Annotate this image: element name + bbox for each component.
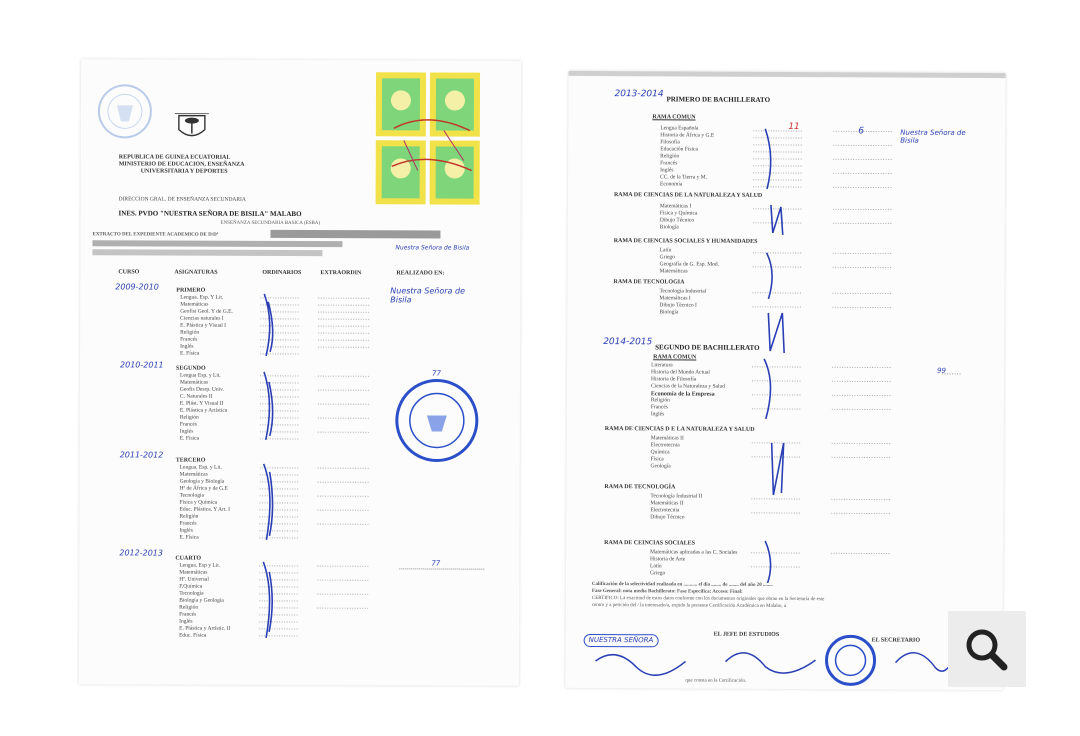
- subject: Educación Física: [660, 146, 698, 153]
- subject: Francés: [179, 520, 197, 527]
- subject: Ciencias de la Naturaleza y Salud: [650, 383, 726, 390]
- level-cuarto: CUARTO: [175, 555, 202, 562]
- school-name: INES. PVDO "NUESTRA SEÑORA DE BISILA" MALABO: [118, 209, 302, 219]
- final-grade-right: 99: [937, 366, 946, 375]
- rama-comun: RAMA COMUN: [652, 114, 696, 121]
- revenue-stamps: [374, 70, 482, 206]
- final-grade-hw: 77: [431, 369, 441, 378]
- certificate-page-left: [79, 59, 521, 686]
- sig-jefe-estudios: EL JEFE DE ESTUDIOS: [713, 631, 780, 638]
- header-line2: MINISTERIO DE EDUCACION, ENSEÑANZA: [118, 161, 245, 168]
- subject: Educ. Plástica. Y Art. I: [179, 506, 230, 513]
- subject: Dibujo Técnico: [659, 217, 695, 224]
- certificate-page-right: [565, 71, 1005, 690]
- coat-of-arms-icon: [173, 110, 211, 144]
- grade-columns: [259, 292, 420, 653]
- subject: Matemáticas II: [650, 435, 684, 442]
- subject: E. Plástica y Artística: [179, 407, 228, 414]
- rama-naturaleza-2: RAMA DE CIENCIAS D E LA NATURALEZA Y SALUD: [604, 426, 755, 433]
- grade-columns-right: [751, 123, 963, 584]
- realizado-handwritten-right: Nuestra Señora de Bisila: [900, 128, 966, 145]
- col-curso: CURSO: [118, 269, 140, 276]
- rama-sociales: RAMA DE CIENCIAS SOCIALES Y HUMANIDADES: [613, 238, 758, 245]
- subject: Religión: [180, 329, 200, 336]
- subject: Religión: [179, 604, 199, 611]
- subject: Geografía de G. Esp. Mod.: [659, 261, 720, 268]
- subject: Geología: [650, 463, 671, 470]
- subject: Latín: [659, 247, 672, 254]
- official-round-stamp: [392, 375, 482, 465]
- footer-line3: CERTIFICO: La exactitud de estos datos conforme con los documentos originales que obran en la Secretaría de este: [591, 595, 825, 603]
- subject: E. Física: [179, 534, 199, 541]
- subject: Física y Química: [659, 210, 698, 217]
- footer-line2: Fase General: nota media Bachillerato: Fase Específica: Acceso: Final:: [591, 588, 743, 595]
- subject: Literatura: [651, 362, 673, 369]
- subject: Matemáticas: [659, 268, 688, 275]
- subject: E. Física: [180, 350, 200, 357]
- subject: Griego: [649, 570, 666, 577]
- magnifier-icon: [948, 611, 1026, 687]
- footer-line4: centro y a petición del / la interesado/a, expido la presente Certificación Académica en Malabo, a: [591, 602, 787, 610]
- subject: Dibujo Técnico I: [659, 302, 697, 309]
- subject: Matemáticas: [180, 301, 209, 308]
- subject: Electrotecnia: [650, 507, 680, 514]
- sig-secretario: EL SECRETARIO: [871, 637, 921, 644]
- subject: Biología y Geología: [179, 597, 224, 604]
- subject: Geofis Desrp. Univ.: [179, 386, 224, 393]
- subject: Biología: [659, 224, 679, 231]
- subject: Lengua Española: [660, 125, 699, 132]
- subject: Religión: [179, 414, 199, 421]
- zoom-button[interactable]: [948, 611, 1026, 687]
- subject: CC. de la Tierra y M.: [660, 174, 707, 181]
- second-bach-title: SEGUNDO DE BACHILLERATO: [655, 343, 760, 352]
- header-line1: REPUBLICA DE GUINEA ECUATORIAL: [118, 154, 231, 161]
- realizado-handwritten: Nuestra Señora de Bisila: [390, 286, 466, 305]
- col-asignaturas: ASIGNATURAS: [174, 269, 218, 276]
- subject: Historia del Mundo Actual: [651, 369, 710, 376]
- first-bach-title: PRIMERO DE BACHILLERATO: [666, 95, 771, 104]
- subject: Economía de la Empresa: [650, 391, 715, 398]
- subject: Educ. Física: [179, 632, 207, 639]
- subject: Matemáticas: [179, 471, 208, 478]
- subject: Tecnología Industrial: [659, 288, 707, 295]
- year-2011: 2011-2012: [119, 450, 164, 460]
- subject: Francés: [179, 421, 197, 428]
- footer-line1: Calificación de la selectividad realizada en ........... el día ........ de ........ del año 20 ........: [591, 581, 773, 588]
- subject: Dibujo Técnico: [650, 514, 685, 521]
- subject: E. Plást. Y Visual II: [179, 400, 224, 407]
- subject: Hª. Universal: [179, 576, 209, 583]
- direccion-line: DIRECCION GRAL. DE ENSEÑANZA SECUNDARIA: [118, 196, 246, 203]
- final-grade-hw-2: 77: [431, 559, 441, 568]
- rama-comun-2: RAMA COMUN: [653, 354, 697, 361]
- subject: Matemáticas II: [650, 500, 684, 507]
- year-2014: 2014-2015: [603, 337, 653, 348]
- subject: E. Plástica y Visual I: [180, 322, 227, 329]
- col-realizado: REALIZADO EN:: [396, 270, 445, 277]
- subject: Química: [650, 449, 670, 456]
- subject: Francés: [650, 404, 668, 411]
- year-2010: 2010-2011: [120, 360, 164, 370]
- subject: Francés: [180, 336, 198, 343]
- subject: Lengua Esp. y Lit.: [179, 372, 221, 379]
- subject: Religión: [660, 153, 680, 160]
- year-2012: 2012-2013: [119, 548, 163, 558]
- subject: E. Física: [179, 435, 200, 442]
- rama-naturaleza: RAMA DE CIENCIAS DE LA NATURALEZA Y SALUD: [613, 192, 763, 199]
- subject: Lengua. Esp y Lit.: [179, 562, 221, 569]
- subject: Matemáticas aplicadas a las C. Sociales: [650, 549, 738, 556]
- subject: Francés: [660, 160, 678, 167]
- subject: Historia de África y G.E: [660, 132, 715, 139]
- subject: Hª de África y de G.E: [179, 485, 228, 492]
- subject: E. Plástica y Artístic. II: [179, 625, 231, 632]
- subject: F.Química: [179, 583, 203, 590]
- col-ordinarios: ORDINARIOS: [262, 269, 302, 277]
- hw-six: 6: [858, 126, 865, 137]
- hw-ordinal: 11: [788, 122, 800, 133]
- subject: Biología: [659, 309, 679, 316]
- subject: Griego: [659, 254, 675, 261]
- subject: Lengua. Esp. Y Lit.: [180, 294, 224, 301]
- watermark-seal: [95, 77, 155, 145]
- subject: Física: [650, 456, 664, 463]
- subject: Inglés: [179, 428, 194, 435]
- level-segundo: SEGUNDO: [176, 365, 206, 372]
- subject: Matemáticas I: [659, 203, 692, 210]
- subject: Inglés: [180, 343, 194, 350]
- header-line3: UNIVERSITARIA Y DEPORTES: [140, 168, 228, 175]
- rama-tecnologia: RAMA DE TECNOLOGIA: [613, 279, 685, 286]
- redacted-line: [92, 240, 342, 247]
- redacted-name: [270, 230, 440, 239]
- year-2009: 2009-2010: [115, 282, 159, 292]
- level-primero: PRIMERO: [176, 287, 206, 294]
- subject: Matemáticas: [179, 569, 208, 576]
- subject: Inglés: [650, 411, 665, 418]
- rama-sociales-2: RAMA DE CEINCIAS SOCIALES: [604, 540, 696, 547]
- subject: Tecnología: [179, 492, 204, 499]
- subject: Matemáticas: [179, 379, 209, 386]
- school-stamp-rect: NUESTRA SEÑORA: [584, 634, 659, 647]
- subject: Lengua. Esp. y Lit.: [179, 464, 222, 471]
- subject: Inglés: [179, 527, 193, 534]
- subject: Tecnología Industrial II: [650, 493, 703, 500]
- subject: Matemáticas I: [659, 295, 691, 302]
- subject: Religión: [179, 513, 199, 520]
- level-tercero: TERCERO: [175, 457, 206, 464]
- subject: Ciencias naturales I: [180, 315, 224, 322]
- subject: Historia de Arte: [650, 556, 686, 563]
- handwritten-note: Nuestra Señora de Bisila: [395, 244, 470, 252]
- rama-tecnologia-2: RAMA DE TECNOLOGÍA: [604, 484, 676, 491]
- subject: Religión: [650, 397, 670, 404]
- school-subtitle: ENSEÑANZA SECUNDARIA BASICA (ESBA): [220, 220, 321, 227]
- col-extraordin: EXTRAORDIN: [320, 270, 362, 277]
- subject: Latín: [650, 563, 662, 570]
- year-2013: 2013-2014: [614, 89, 664, 100]
- redacted-line: [92, 249, 322, 256]
- signatures-and-stamps: [575, 631, 955, 688]
- subject: Inglés: [660, 167, 674, 174]
- subject: Geofisi Geol. Y de G.E.: [180, 308, 233, 315]
- subject: Historia de Filosofía: [650, 376, 697, 383]
- extract-line: EXTRACTO DEL EXPEDIENTE ACADEMICO DE D/Dª: [92, 232, 219, 238]
- subject: Tecnología: [179, 590, 204, 597]
- subject: Geología y Biología: [179, 478, 225, 485]
- subject: Francés: [179, 611, 197, 618]
- subject: Física y Química: [179, 499, 218, 506]
- bottom-note: que consta en la Certificación.: [685, 678, 747, 684]
- subject: Filosofía: [660, 139, 680, 146]
- subject: Electrotecnia: [650, 442, 680, 449]
- subject: Economía: [660, 181, 683, 188]
- subject: Inglés: [179, 618, 193, 625]
- subject: C. Naturales II: [179, 393, 213, 400]
